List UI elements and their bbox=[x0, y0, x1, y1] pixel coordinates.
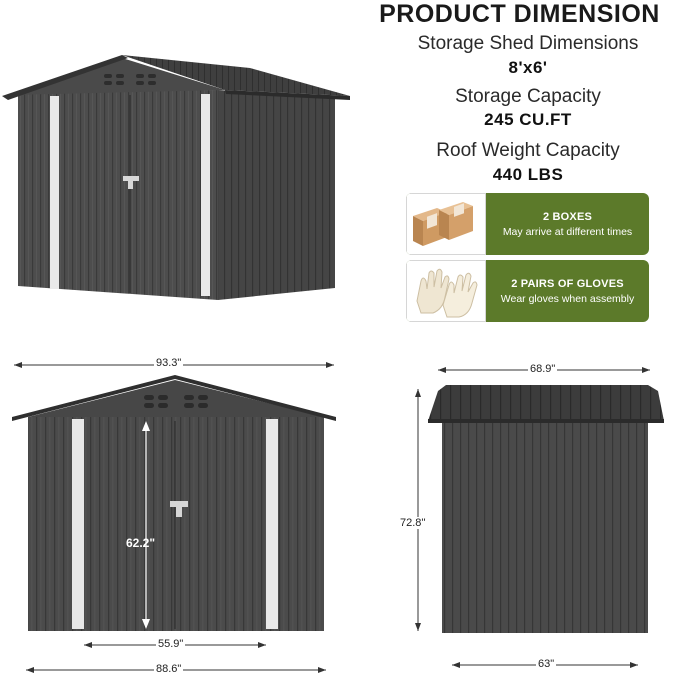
dim-side-roof-depth: 68.9" bbox=[530, 363, 556, 375]
card-title-boxes: 2 BOXES bbox=[542, 210, 593, 223]
shed-perspective-illustration bbox=[0, 50, 360, 305]
page-title: PRODUCT DIMENSION bbox=[379, 0, 660, 28]
dim-door-width: 55.9" bbox=[158, 638, 184, 650]
spec-value-roof-weight: 440 LBS bbox=[492, 165, 564, 184]
spec-label-roof-weight: Roof Weight Capacity bbox=[436, 140, 620, 161]
dim-front-base-width: 88.6" bbox=[156, 663, 182, 675]
gloves-icon bbox=[406, 260, 486, 322]
shed-side-illustration bbox=[380, 345, 679, 679]
dim-front-roof-width: 93.3" bbox=[156, 357, 182, 369]
info-card-boxes bbox=[406, 193, 649, 255]
info-card-gloves bbox=[406, 260, 649, 322]
card-subtitle-gloves: Wear gloves when assembly bbox=[500, 292, 635, 305]
shed-front-illustration bbox=[0, 345, 360, 679]
card-title-gloves: 2 PAIRS OF GLOVES bbox=[511, 277, 624, 290]
spec-value-capacity: 245 CU.FT bbox=[484, 110, 572, 129]
card-subtitle-boxes: May arrive at different times bbox=[502, 225, 633, 238]
spec-label-capacity: Storage Capacity bbox=[455, 86, 601, 107]
dim-side-height: 72.8'' bbox=[400, 517, 426, 529]
dim-door-height: 62.2" bbox=[126, 536, 156, 550]
dim-side-base-depth: 63" bbox=[538, 658, 555, 670]
spec-label-dimensions: Storage Shed Dimensions bbox=[417, 33, 639, 54]
boxes-icon bbox=[406, 193, 486, 255]
spec-value-dimensions: 8'x6' bbox=[508, 58, 548, 77]
